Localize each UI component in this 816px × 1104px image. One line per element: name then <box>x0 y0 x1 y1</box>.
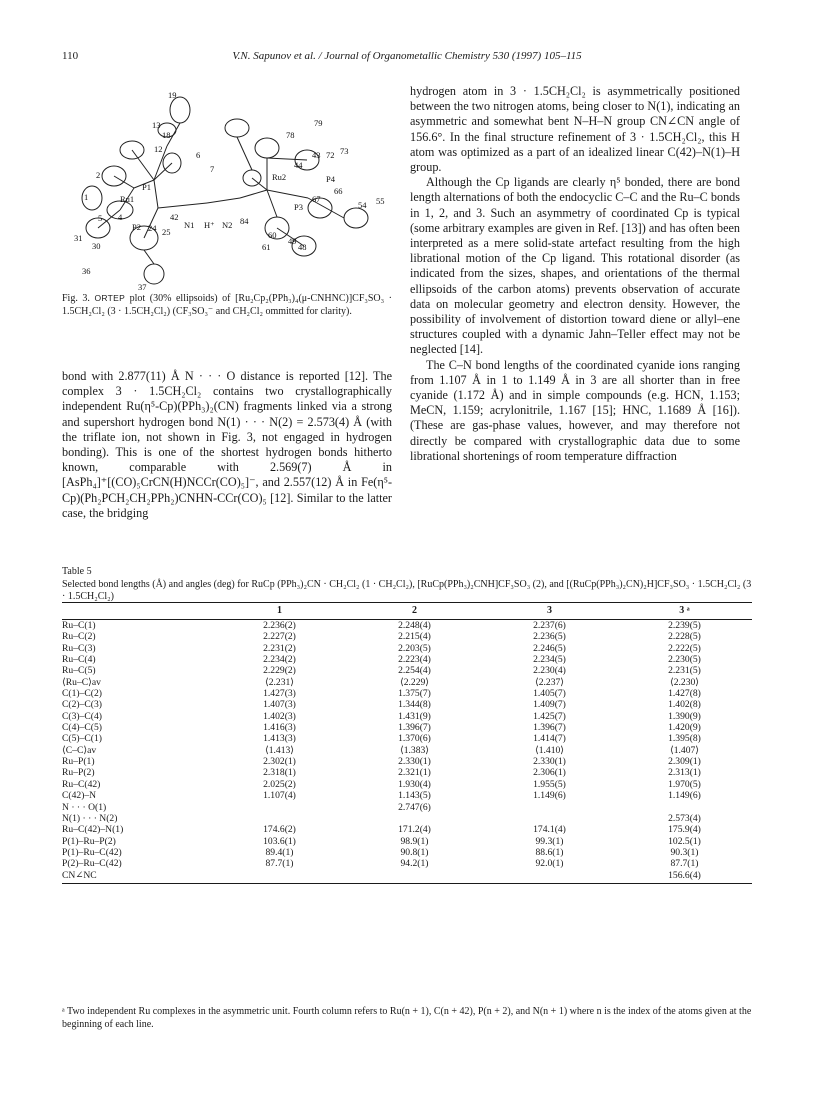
atom-label-30: 30 <box>92 241 101 251</box>
table-cell: 1.149(6) <box>668 790 701 802</box>
table-row <box>62 824 752 835</box>
table-row <box>62 688 752 699</box>
table-cell <box>482 870 617 884</box>
atom-label-5: 5 <box>98 213 103 223</box>
table-cell: 2.313(1) <box>668 767 701 779</box>
atom-label-42: 42 <box>170 212 179 222</box>
atom-label-60: 60 <box>268 230 277 240</box>
atom-label-31: 31 <box>74 233 83 243</box>
table-header-label <box>62 603 212 620</box>
atom-label-n2: N2 <box>222 220 233 230</box>
atom-label-25: 25 <box>162 227 171 237</box>
table-row-label: Ru–C(42)–N(1) <box>62 824 124 836</box>
atom-label-p3: P3 <box>294 202 303 212</box>
table-caption-text: Selected bond lengths (Å) and angles (deg) for RuCp (PPh₃)₂CN · CH₂Cl₂ (1 · CH₂Cl₂), [RuCp(PPh₃)₂CNH]CF₃SO₃ (2), and [(RuCp(PPh₃)₂CN)₂H]CF₃SO₃ · 1.5CH₂Cl₂ (3 · 1.5CH₂Cl₂) <box>62 578 752 602</box>
table-cell: 1.396(7) <box>533 722 566 734</box>
atom-label-19: 19 <box>168 90 177 100</box>
table-cell: 90.3(1) <box>670 846 699 858</box>
left-text-column <box>62 369 392 521</box>
table-cell: 2.231(5) <box>668 665 701 677</box>
table-row-label: Ru–C(5) <box>62 665 96 677</box>
figure-caption <box>62 292 392 318</box>
atom-label-4: 4 <box>118 212 123 222</box>
table-label: Table 5 <box>62 566 92 577</box>
table-cell: 2.573(4) <box>668 812 701 824</box>
table-cell: ⟨1.383⟩ <box>399 744 430 756</box>
table-cell: 1.390(9) <box>668 710 701 722</box>
atom-label-49: 49 <box>288 236 297 246</box>
atom-label-72: 72 <box>326 150 335 160</box>
table-row <box>62 665 752 676</box>
atom-label-67: 67 <box>312 194 321 204</box>
table-cell: 1.970(5) <box>668 778 701 790</box>
bond-table <box>62 602 752 884</box>
table-cell: 2.246(5) <box>533 642 566 654</box>
table-cell: ⟨2.230⟩ <box>669 676 700 688</box>
table-caption <box>62 566 752 604</box>
table-cell: 99.3(1) <box>535 835 564 847</box>
table-cell: 2.321(1) <box>398 767 431 779</box>
table-cell: 2.237(6) <box>533 620 566 631</box>
table-cell: 2.306(1) <box>533 767 566 779</box>
table-cell: 1.395(8) <box>668 733 701 745</box>
table-row <box>62 733 752 744</box>
atom-label-37: 37 <box>138 282 147 292</box>
table-row-label: C(3)–C(4) <box>62 710 102 722</box>
table-row-label: C(1)–C(2) <box>62 688 102 700</box>
table-cell: 2.222(5) <box>668 642 701 654</box>
journal-citation: V.N. Sapunov et al. / Journal of Organometallic Chemistry 530 (1997) 105–115 <box>232 50 582 62</box>
table-cell: 1.375(7) <box>398 688 431 700</box>
table-row-label: C(42)–N <box>62 790 97 802</box>
table-cell: 2.025(2) <box>263 778 296 790</box>
atom-label-2: 2 <box>96 170 101 180</box>
table-cell: 1.143(5) <box>398 790 431 802</box>
table-row-label: Ru–C(42) <box>62 778 101 790</box>
table-cell: 2.228(5) <box>668 631 701 643</box>
table-row-label: Ru–P(2) <box>62 767 95 779</box>
table-cell: 1.427(8) <box>668 688 701 700</box>
running-header <box>62 50 752 66</box>
atom-label-18: 18 <box>162 130 171 140</box>
table-row-label: C(2)–C(3) <box>62 699 102 711</box>
table-cell: 2.229(2) <box>263 665 296 677</box>
atom-label-ru2: Ru2 <box>272 172 287 182</box>
table-cell: 2.330(1) <box>398 756 431 768</box>
table-row-label: P(1)–Ru–P(2) <box>62 835 116 847</box>
table-row <box>62 711 752 722</box>
table-row <box>62 699 752 710</box>
table-cell <box>347 813 482 824</box>
table-cell: 1.370(6) <box>398 733 431 745</box>
table-row-label: CN∠NC <box>62 870 212 884</box>
atom-label-84: 84 <box>240 216 249 226</box>
table-cell: 1.420(9) <box>668 722 701 734</box>
table-cell: 174.6(2) <box>263 824 296 836</box>
table-cell: 1.409(7) <box>533 699 566 711</box>
table-cell: 88.6(1) <box>535 846 564 858</box>
atom-label-1: 1 <box>84 192 89 202</box>
table-header-col-2: 2 <box>347 603 482 620</box>
table-cell: 1.405(7) <box>533 688 566 700</box>
table-cell: 1.407(3) <box>263 699 296 711</box>
atom-label-ru1: Ru1 <box>120 194 135 204</box>
table-cell: 2.203(5) <box>398 642 431 654</box>
table-cell: 175.9(4) <box>668 824 701 836</box>
table-cell: 1.402(3) <box>263 710 296 722</box>
table-cell: 89.4(1) <box>265 846 294 858</box>
atom-label-12: 12 <box>154 144 163 154</box>
table-cell <box>347 870 482 884</box>
table-cell: 2.747(6) <box>398 801 431 813</box>
atom-label-79: 79 <box>314 118 323 128</box>
atom-label-78: 78 <box>286 130 295 140</box>
table-cell: 171.2(4) <box>398 824 431 836</box>
table-cell <box>617 802 752 813</box>
table-cell: 1.930(4) <box>398 778 431 790</box>
atom-label-24: 24 <box>148 223 157 233</box>
atom-label-55: 55 <box>376 196 385 206</box>
table-row <box>62 779 752 790</box>
table-cell: 1.107(4) <box>263 790 296 802</box>
table-cell: 2.231(2) <box>263 642 296 654</box>
table-footnote: ᵃ Two independent Ru complexes in the asymmetric unit. Fourth column refers to Ru(n + 1), C(n + 42), P(n + 2), and N(n + 1) where n is the index of the atoms given at the beginning of each line. <box>62 1006 752 1030</box>
table-row-label: P(1)–Ru–C(42) <box>62 846 122 858</box>
table-cell: 2.236(2) <box>263 620 296 631</box>
table-row <box>62 643 752 654</box>
table-cell: 94.2(1) <box>400 858 429 870</box>
table-cell: 92.0(1) <box>535 858 564 870</box>
table-row <box>62 858 752 869</box>
table-header-row <box>62 603 752 620</box>
table-cell: 1.431(9) <box>398 710 431 722</box>
page-number: 110 <box>62 50 79 62</box>
atom-label-44: 44 <box>294 160 303 170</box>
table-row <box>62 654 752 665</box>
table-cell: 1.414(7) <box>533 733 566 745</box>
table-cell: 87.7(1) <box>265 858 294 870</box>
atom-label-61: 61 <box>262 242 271 252</box>
table-row-label: Ru–C(1) <box>62 620 96 631</box>
table-cell: ⟨1.407⟩ <box>669 744 700 756</box>
right-paragraph-1: hydrogen atom in 3 · 1.5CH₂Cl₂ is asymmetrically positioned between the two nitrogen atoms, being closer to N(1), indicating an asymmetric and somewhat bent N–H–N group CN∠CN angle of 156.6°. In the final structure refinement of 3 · 1.5CH₂Cl₂, this H atom was optimized as a part of an idealized linear C(42)–N(1)–H group. <box>410 84 740 175</box>
right-paragraph-2: Although the Cp ligands are clearly η⁵ bonded, there are bond length alternations of both the endocyclic C–C and the Ru–C bonds in 1, 2, and 3. Such an asymmetry of coordinated Cp is typical (some arbitrary examples are given in Ref. [13]) and has often been interpreted as a mere solid-state artefact resulting from the high librational motion of the Cp ligand. This rotational disorder (as indicated from the sizes, shapes, and orientations of the thermal ellipsoids of the carbon atoms) prevents observation of accurate data on molecular geometry and electron density. However, the possibility of involvement of distortion toward diene or allyl–ene structures coupled with a dynamic Jahn–Teller effect may not be neglected [14]. <box>410 175 740 357</box>
atom-label-7: 7 <box>210 164 215 174</box>
table-cell: 1.344(8) <box>398 699 431 711</box>
right-text-column <box>410 84 740 464</box>
table-cell: 1.149(6) <box>533 790 566 802</box>
table-cell <box>482 802 617 813</box>
atom-label-36: 36 <box>82 266 91 276</box>
table-row-label: P(2)–Ru–C(42) <box>62 858 122 870</box>
table-header-col-3a: 3 ᵃ <box>617 603 752 620</box>
table-cell: 2.309(1) <box>668 756 701 768</box>
table-row <box>62 870 752 884</box>
table-cell <box>482 813 617 824</box>
atom-label-48: 48 <box>298 242 307 252</box>
table-cell: 2.236(5) <box>533 631 566 643</box>
table-row <box>62 790 752 801</box>
table-cell: 156.6(4) <box>617 870 752 884</box>
table-cell: 87.7(1) <box>670 858 699 870</box>
figure-caption-text: plot (30% ellipsoids) of [Ru₂Cp₂(PPh₃)₄(μ-CNHNC)]CF₃SO₃ · 1.5CH₂Cl₂ (3 · 1.5CH₂Cl₂) (CF₃SO₃⁻ and CH₂Cl₂ ommitted for clarity). <box>62 293 393 317</box>
table-row <box>62 620 752 632</box>
table-cell: ⟨2.229⟩ <box>399 676 430 688</box>
table-cell: 98.9(1) <box>400 835 429 847</box>
table-cell: 2.302(1) <box>263 756 296 768</box>
table-cell: 2.330(1) <box>533 756 566 768</box>
table-cell: 2.248(4) <box>398 620 431 631</box>
atom-label-66: 66 <box>334 186 343 196</box>
table-row <box>62 767 752 778</box>
table-cell: 1.413(3) <box>263 733 296 745</box>
ortep-figure <box>62 78 392 292</box>
table-cell <box>212 813 347 824</box>
right-paragraph-3: The C–N bond lengths of the coordinated cyanide ions ranging from 1.107 Å in 1 to 1.149 Å in 3 are all shorter than in free cyanide (1.172 Å) and in simple compounds (e.g. HCN, 1.153; MeCN, 1.159; acrylonitrile, 1.167 [15]; HNC, 1.1689 Å [16]). (These are gas-phase values, however, and may therefore not directly be compared with crystallographic data due to some librational shortenings of room temperature diffraction <box>410 357 740 463</box>
table-cell: 2.234(2) <box>263 654 296 666</box>
table-cell: 1.427(3) <box>263 688 296 700</box>
table-cell: 1.955(5) <box>533 778 566 790</box>
table-cell: 2.318(1) <box>263 767 296 779</box>
atom-label-n1: N1 <box>184 220 195 230</box>
table-row <box>62 631 752 642</box>
table-row <box>62 677 752 688</box>
table-cell <box>212 870 347 884</box>
left-paragraph-1: bond with 2.877(11) Å N · · · O distance is reported [12]. The complex 3 · 1.5CH₂Cl₂ contains two crystallographically independent Ru(η⁵-Cp)(PPh₃)₂(CN) fragments linked via a strong and supershort hydrogen bond N(1) · · · N(2) = 2.573(4) Å (with the triflate ion, not shown in Fig. 3, not engaged in hydrogen bonding). This is one of the shortest hydrogen bonds hitherto known, comparable with 2.569(7) Å in [AsPh₄]⁺[(CO)₅CrCN(H)NCCr(CO)₅]⁻, and 2.557(12) Å in Fe(η⁵-Cp)(Ph₂PCH₂CH₂PPh₂)CNHN-CCr(CO)₅ [12]. Similar to the latter case, the bridging <box>62 369 392 520</box>
table-cell: 90.8(1) <box>400 846 429 858</box>
table-cell: 2.215(4) <box>398 631 431 643</box>
atom-label-43: 43 <box>312 150 321 160</box>
atom-label-6: 6 <box>196 150 201 160</box>
table-cell: 102.5(1) <box>668 835 701 847</box>
table-row-label: Ru–P(1) <box>62 756 95 768</box>
atom-label-73: 73 <box>340 146 349 156</box>
table-row-label: C(4)–C(5) <box>62 722 102 734</box>
table-cell: ⟨1.410⟩ <box>534 744 565 756</box>
figure-label: Fig. 3. <box>62 293 90 304</box>
table-cell: 103.6(1) <box>263 835 296 847</box>
table-cell: 1.416(3) <box>263 722 296 734</box>
table-row <box>62 836 752 847</box>
atom-label-13: 13 <box>152 120 161 130</box>
table-cell: 2.230(5) <box>668 654 701 666</box>
table-header-col-3: 3 <box>482 603 617 620</box>
ortep-label: ORTEP <box>94 293 126 303</box>
table-row <box>62 756 752 767</box>
table-row-label: C(5)–C(1) <box>62 733 102 745</box>
table-cell: 174.1(4) <box>533 824 566 836</box>
table-row-label: Ru–C(3) <box>62 642 96 654</box>
table-cell: 1.396(7) <box>398 722 431 734</box>
molecular-structure-drawing <box>62 78 392 292</box>
atom-label-p2: P2 <box>132 222 141 232</box>
table-cell: 2.223(4) <box>398 654 431 666</box>
table-cell: ⟨2.231⟩ <box>264 676 295 688</box>
table-cell: 2.234(5) <box>533 654 566 666</box>
table-row <box>62 722 752 733</box>
atom-label-p1: P1 <box>142 182 151 192</box>
table-row <box>62 745 752 756</box>
table-cell: 2.239(5) <box>668 620 701 631</box>
table-row-label: N(1) · · · N(2) <box>62 812 118 824</box>
table-row-label: Ru–C(2) <box>62 631 96 643</box>
table-row-label: ⟨Ru–C⟩av <box>62 676 101 688</box>
table-header-col-1: 1 <box>212 603 347 620</box>
table-cell <box>212 802 347 813</box>
table-row-label: Ru–C(4) <box>62 654 96 666</box>
table-cell: 1.402(8) <box>668 699 701 711</box>
atom-label-h-plus: H⁺ <box>204 220 215 230</box>
table-row <box>62 813 752 824</box>
table-cell: 2.227(2) <box>263 631 296 643</box>
table-cell: ⟨1.413⟩ <box>264 744 295 756</box>
table-row-label: ⟨C–C⟩av <box>62 744 97 756</box>
atom-label-p4: P4 <box>326 174 335 184</box>
atom-label-54: 54 <box>358 200 367 210</box>
table-cell: 2.230(4) <box>533 665 566 677</box>
table-cell: 1.425(7) <box>533 710 566 722</box>
table-row-label: N · · · O(1) <box>62 801 107 813</box>
table-cell: ⟨2.237⟩ <box>534 676 565 688</box>
table-row <box>62 802 752 813</box>
table-row <box>62 847 752 858</box>
table-cell: 2.254(4) <box>398 665 431 677</box>
